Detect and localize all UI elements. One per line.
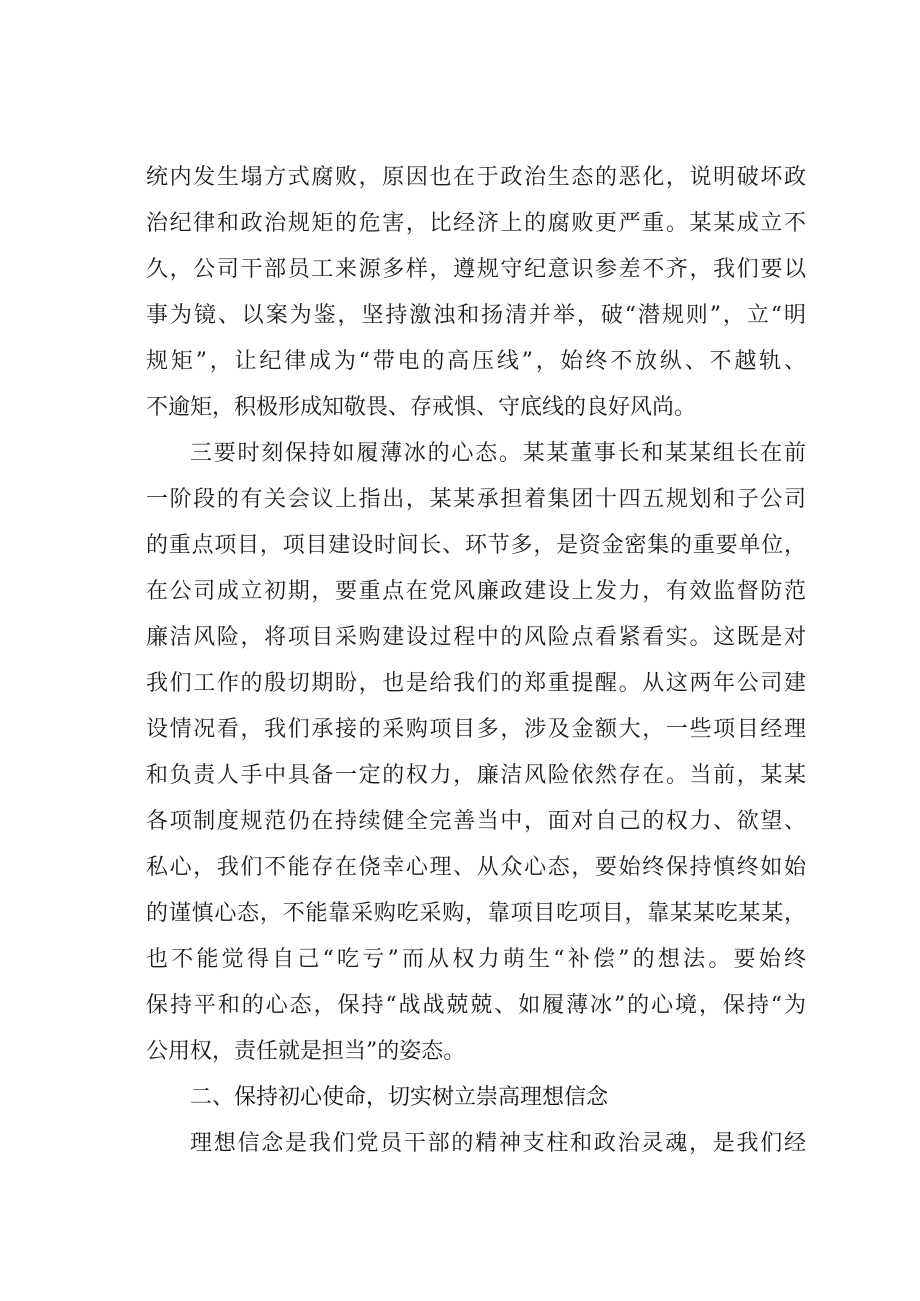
paragraph-line: 廉洁风险，将项目采购建设过程中的风险点看紧看实。这既是对 (146, 625, 806, 650)
paragraph-line: 各项制度规范仍在持续健全完善当中，面对自己的权力、欲望、 (146, 809, 806, 834)
paragraph-line: 理想信念是我们党员干部的精神支柱和政治灵魂，是我们经 (190, 1131, 806, 1156)
paragraph-line: 统内发生塌方式腐败，原因也在于政治生态的恶化，说明破坏政 (146, 165, 806, 190)
paragraph-line: 和负责人手中具备一定的权力，廉洁风险依然存在。当前，某某 (146, 763, 806, 788)
paragraph (146, 1121, 806, 1167)
document-body (146, 155, 806, 1167)
paragraph-line: 也不能觉得自己“吃亏”而从权力萌生“补偿”的想法。要始终 (146, 947, 806, 972)
paragraph-line: 我们工作的殷切期盼，也是给我们的郑重提醒。从这两年公司建 (146, 671, 806, 696)
paragraph-line: 事为镜、以案为鉴，坚持激浊和扬清并举，破“潜规则”，立“明 (146, 303, 806, 328)
paragraph (146, 155, 806, 431)
paragraph-line: 保持平和的心态，保持“战战兢兢、如履薄冰”的心境，保持“为 (146, 993, 806, 1018)
paragraph-line: 治纪律和政治规矩的危害，比经济上的腐败更严重。某某成立不 (146, 211, 806, 236)
paragraph-line: 的谨慎心态，不能靠采购吃采购，靠项目吃项目，靠某某吃某某， (146, 901, 806, 926)
paragraph-line: 三要时刻保持如履薄冰的心态。某某董事长和某某组长在前 (190, 441, 806, 466)
section-heading: 二、保持初心使命，切实树立崇高理想信念 (190, 1085, 609, 1110)
paragraph (146, 431, 806, 1075)
paragraph-line: 久，公司干部员工来源多样，遵规守纪意识参差不齐，我们要以 (146, 257, 806, 282)
paragraph-line: 不逾矩，积极形成知敬畏、存戒惧、守底线的良好风尚。 (146, 395, 697, 420)
paragraph-line: 一阶段的有关会议上指出，某某承担着集团十四五规划和子公司 (146, 487, 806, 512)
paragraph-line: 在公司成立初期，要重点在党风廉政建设上发力，有效监督防范 (146, 579, 806, 604)
paragraph-line: 规矩”，让纪律成为“带电的高压线”，始终不放纵、不越轨、 (146, 349, 806, 374)
paragraph-line: 私心，我们不能存在侥幸心理、从众心态，要始终保持慎终如始 (146, 855, 806, 880)
paragraph-line: 公用权，责任就是担当”的姿态。 (146, 1039, 466, 1064)
paragraph-line: 设情况看，我们承接的采购项目多，涉及金额大，一些项目经理 (146, 717, 806, 742)
paragraph-line: 的重点项目，项目建设时间长、环节多，是资金密集的重要单位， (146, 533, 806, 558)
